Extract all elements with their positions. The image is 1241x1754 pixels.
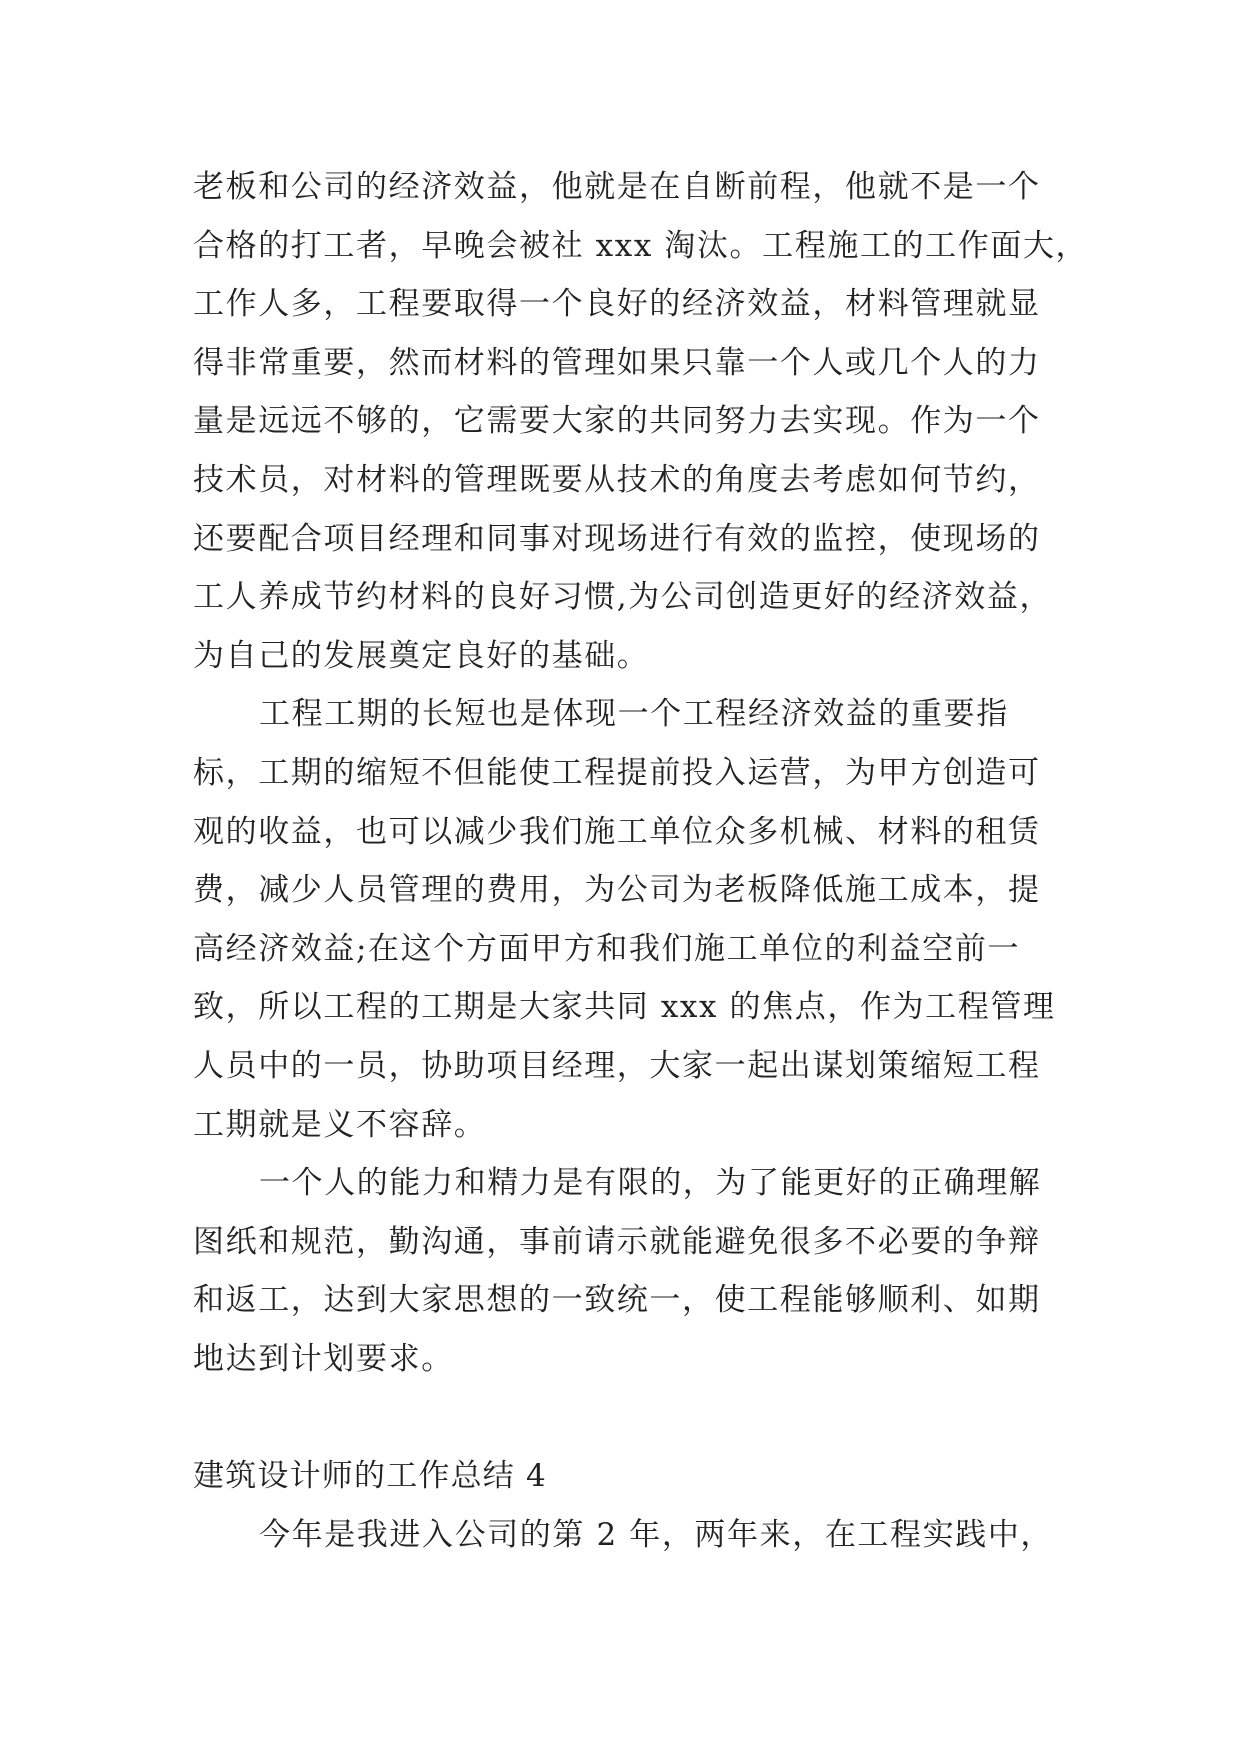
text-line: 工程工期的长短也是体现一个工程经济效益的重要指 xyxy=(259,696,1009,733)
text-line: 得非常重要，然而材料的管理如果只靠一个人或几个人的力 xyxy=(193,344,1041,381)
text-line: 标，工期的缩短不但能使工程提前投入运营，为甲方创造可 xyxy=(193,754,1041,791)
text-line: 量是远远不够的，它需要大家的共同努力去实现。作为一个 xyxy=(193,403,1041,440)
blank-line xyxy=(193,1388,1063,1447)
paragraph-communication xyxy=(193,1154,1063,1388)
text-line: 费，减少人员管理的费用，为公司为老板降低施工成本，提 xyxy=(193,872,1041,909)
document-body xyxy=(193,158,1089,1564)
text-line: 图纸和规范，勤沟通，事前请示就能避免很多不必要的争辩 xyxy=(193,1223,1041,1260)
text-line: 一个人的能力和精力是有限的，为了能更好的正确理解 xyxy=(259,1165,1042,1202)
text-line: 和返工，达到大家思想的一致统一，使工程能够顺利、如期 xyxy=(193,1282,1041,1319)
paragraph-schedule xyxy=(193,685,1063,1154)
text-line: 今年是我进入公司的第 2 年，两年来，在工程实践中， xyxy=(259,1516,1054,1553)
text-line: 合格的打工者，早晚会被社 xxx 淘汰。工程施工的工作面大， xyxy=(193,227,1089,264)
text-line: 老板和公司的经济效益，他就是在自断前程，他就不是一个 xyxy=(193,169,1041,205)
text-line: 工人养成节约材料的良好习惯,为公司创造更好的经济效益， xyxy=(193,579,1053,616)
text-line: 人员中的一员，协助项目经理，大家一起出谋划策缩短工程 xyxy=(193,1047,1041,1084)
text-line: 工期就是义不容辞。 xyxy=(193,1106,487,1143)
paragraph-intro xyxy=(193,1506,1063,1565)
text-line: 工作人多，工程要取得一个良好的经济效益，材料管理就显 xyxy=(193,286,1041,323)
text-line: 地达到计划要求。 xyxy=(193,1340,454,1377)
text-line: 高经济效益;在这个方面甲方和我们施工单位的利益空前一 xyxy=(193,930,1021,967)
paragraph-materials xyxy=(193,158,1089,685)
text-line: 为自己的发展奠定良好的基础。 xyxy=(193,637,650,674)
text-line: 还要配合项目经理和同事对现场进行有效的监控，使现场的 xyxy=(193,520,1041,557)
text-line: 观的收益，也可以减少我们施工单位众多机械、材料的租赁 xyxy=(193,813,1041,850)
text-line: 致，所以工程的工期是大家共同 xxx 的焦点，作为工程管理 xyxy=(193,989,1056,1026)
text-line: 技术员，对材料的管理既要从技术的角度去考虑如何节约， xyxy=(193,461,1041,498)
section-heading: 建筑设计师的工作总结 4 xyxy=(193,1458,547,1495)
